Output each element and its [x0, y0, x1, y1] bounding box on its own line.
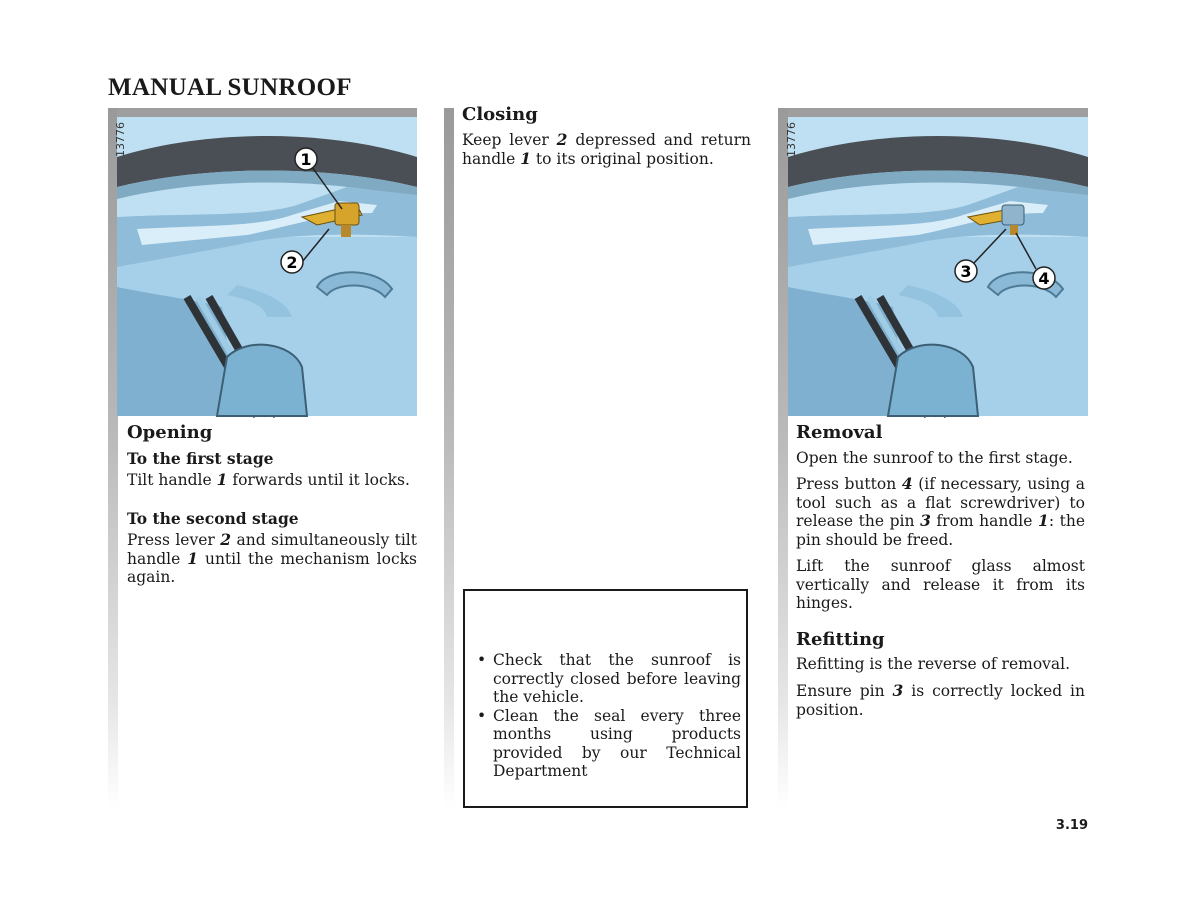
closing-text: Keep lever 2 depressed and return handle 1 to its original position. [462, 130, 751, 168]
page-title: MANUAL SUNROOF [108, 74, 352, 101]
refitting-step-2: Ensure pin 3 is correctly locked in position. [796, 681, 1085, 719]
second-stage-heading: To the second stage [127, 509, 299, 528]
removal-step-1: Open the sunroof to the first stage. [796, 449, 1073, 467]
page-number: 3.19 [1055, 818, 1088, 833]
figure-code: 13776 [785, 122, 798, 157]
note-item: • Clean the seal every three months using products provided by our Technical Department [477, 706, 741, 780]
callout-1: 1 [300, 150, 312, 169]
closing-heading: Closing [462, 104, 538, 125]
figure-opening-illustration [114, 108, 417, 416]
note-list [477, 651, 741, 781]
note-box [463, 589, 748, 808]
callout-4: 4 [1038, 269, 1050, 288]
callout-3: 3 [960, 262, 972, 281]
callout-2: 2 [286, 253, 298, 272]
opening-heading: Opening [127, 422, 213, 443]
removal-heading: Removal [796, 422, 883, 443]
column-divider-middle [444, 108, 454, 808]
note-item: • Check that the sunroof is correctly closed before leaving the vehicle. [477, 651, 741, 706]
first-stage-heading: To the first stage [127, 449, 274, 468]
second-stage-text: Press lever 2 and simultaneously tilt handle 1 until the mechanism locks again. [127, 530, 418, 586]
figure-code: 13776 [114, 122, 127, 157]
column-divider-right [778, 108, 788, 808]
figure-removal-illustration [785, 108, 1088, 416]
first-stage-text: Tilt handle 1 forwards until it locks. [127, 470, 410, 489]
removal-step-3: Lift the sunroof glass almost vertically and release it from its hinges. [796, 557, 1085, 612]
removal-step-2: Press button 4 (if necessary, using a tool such as a flat screwdriver) to release the pin 3 from handle 1: the pin should be freed. [796, 474, 1086, 549]
refitting-heading: Refitting [796, 629, 885, 650]
refitting-step-1: Refitting is the reverse of removal. [796, 655, 1071, 673]
